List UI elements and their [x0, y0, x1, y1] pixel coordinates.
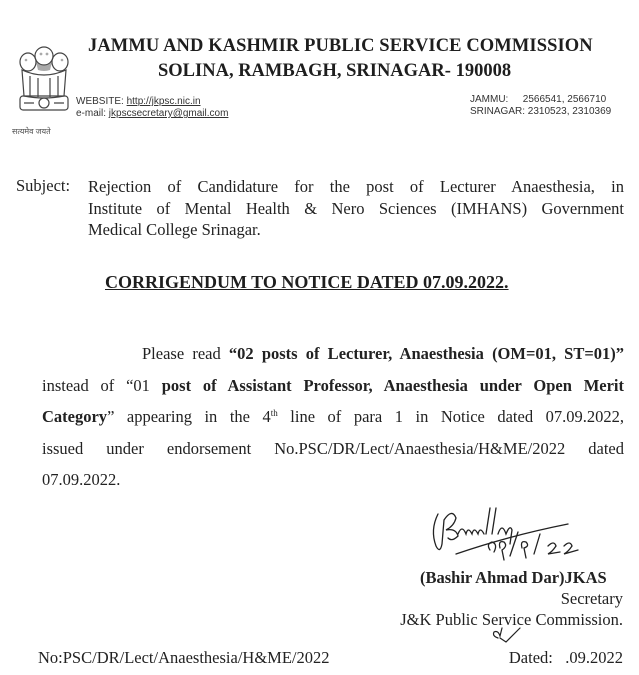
- body-line: [42, 370, 624, 402]
- body-text: Please read: [142, 344, 229, 363]
- body-text: line of para 1 in Notice dated 07.09.2022,: [277, 407, 624, 426]
- subject-line: Rejection of Candidature for the post of Lecturer Anaesthesia, in: [88, 177, 624, 196]
- subject-label: Subject:: [16, 176, 71, 195]
- handwritten-signature-icon: [428, 500, 628, 570]
- body-line: 07.09.2022.: [42, 470, 121, 489]
- body-text: ” appearing in the 4: [107, 407, 271, 426]
- organization-name: JAMMU AND KASHMIR PUBLIC SERVICE COMMISSION: [88, 36, 593, 56]
- issue-date: Dated: .09.2022: [508, 648, 623, 667]
- email-line: [76, 108, 228, 119]
- body-line: issued under endorsement No.PSC/DR/Lect/Anaesthesia/H&ME/2022 dated: [42, 438, 624, 458]
- phone-srinagar: [470, 106, 611, 117]
- website-line: [76, 96, 201, 107]
- phone-numbers: 2310523, 2310369: [527, 106, 612, 117]
- page-title: CORRIGENDUM TO NOTICE DATED 07.09.2022.: [105, 272, 509, 292]
- subject-text: [88, 176, 624, 241]
- email-link[interactable]: jkpscsecretary@gmail.com: [108, 108, 229, 119]
- signer-designation: Secretary: [560, 589, 623, 608]
- body-paragraph: [42, 338, 624, 496]
- body-line: [42, 338, 624, 370]
- website-link[interactable]: http://jkpsc.nic.in: [126, 96, 201, 107]
- reference-number: No:PSC/DR/Lect/Anaesthesia/H&ME/2022: [38, 648, 330, 667]
- national-emblem-icon: [14, 36, 74, 132]
- organization-address: SOLINA, RAMBAGH, SRINAGAR- 190008: [158, 61, 512, 81]
- phone-label: SRINAGAR:: [470, 106, 526, 117]
- phone-numbers: 2566541, 2566710: [522, 94, 607, 105]
- emblem-motto: सत्यमेव जयते: [12, 127, 51, 136]
- website-label: WEBSITE:: [76, 96, 124, 107]
- ordinal-suffix: th: [270, 408, 278, 418]
- subject-line: Institute of Mental Health & Nero Sciences (IMHANS) Government: [88, 198, 624, 218]
- signer-name: (Bashir Ahmad Dar)JKAS: [420, 568, 607, 587]
- subject-line: Medical College Srinagar.: [88, 220, 261, 239]
- phone-jammu: [470, 94, 606, 105]
- phone-label: JAMMU:: [470, 94, 509, 105]
- signer-office: J&K Public Service Commission.: [400, 610, 623, 629]
- body-bold-text: post of Assistant Professor, Anaesthesia under Open Merit: [161, 375, 624, 395]
- handwritten-initial-icon: [490, 626, 524, 646]
- body-text: instead of “01: [42, 375, 162, 395]
- body-bold-text: Category: [42, 407, 108, 426]
- body-bold-text: “02 posts of Lecturer, Anaesthesia (OM=01, ST=01)”: [228, 344, 624, 363]
- email-label: e-mail:: [76, 108, 107, 119]
- body-line: [42, 401, 624, 433]
